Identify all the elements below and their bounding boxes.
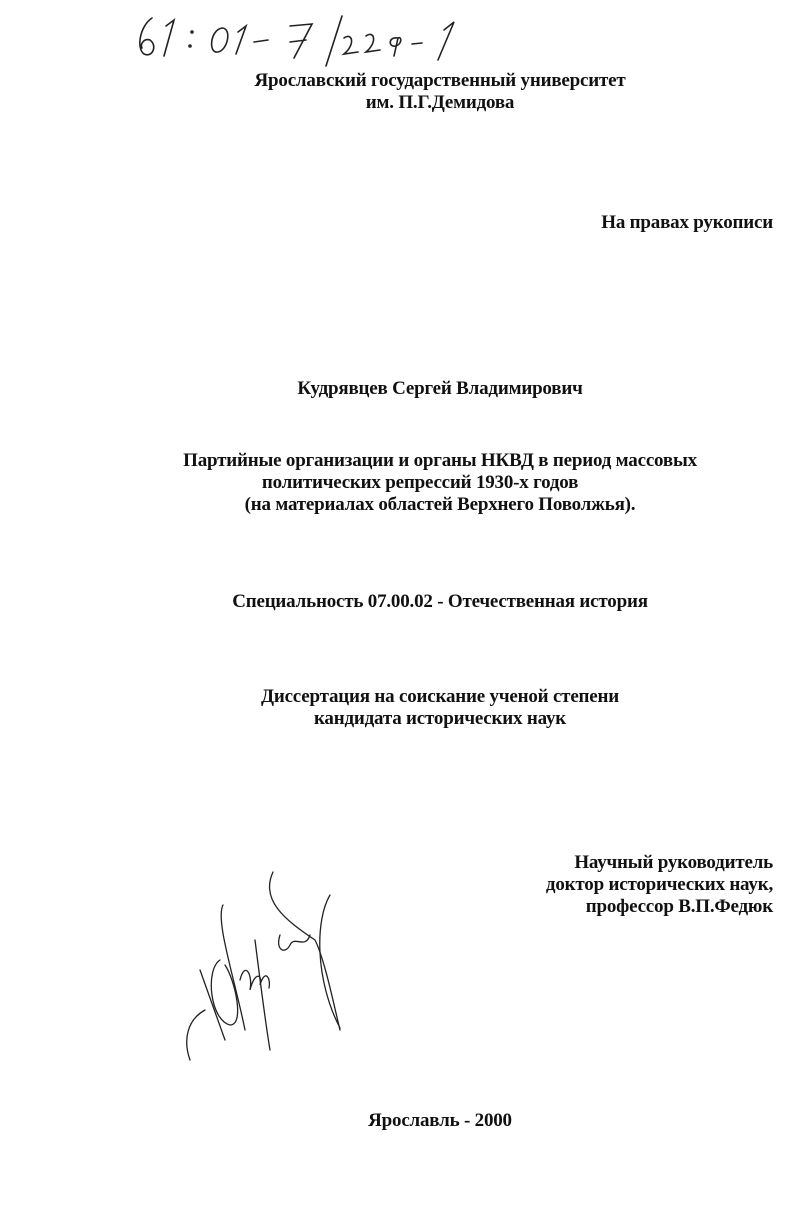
dissertation-title-line-1: Партийные организации и органы НКВД в период массовых	[183, 450, 697, 471]
university-name: Ярославский государственный университет	[254, 70, 626, 91]
manuscript-rights-note: На правах рукописи	[601, 212, 773, 233]
degree-line-2: кандидата исторических наук	[313, 708, 567, 729]
handwritten-catalog-code	[130, 8, 550, 68]
specialty: Специальность 07.00.02 - Отечественная история	[232, 591, 648, 612]
supervisor-degree: доктор исторических наук,	[545, 874, 773, 895]
dissertation-title-line-2: политических репрессий 1930-х годов	[261, 472, 579, 493]
author-name: Кудрявцев Сергей Владимирович	[297, 378, 583, 399]
author-signature	[165, 860, 365, 1090]
supervisor-label: Научный руководитель	[574, 852, 773, 873]
university-honorific: им. П.Г.Демидова	[365, 92, 515, 113]
dissertation-title-line-3: (на материалах областей Верхнего Поволжья).	[244, 494, 636, 515]
supervisor-name: профессор В.П.Федюк	[585, 896, 773, 917]
degree-line-1: Диссертация на соискание ученой степени	[260, 686, 620, 707]
place-and-year: Ярославль - 2000	[368, 1110, 512, 1131]
